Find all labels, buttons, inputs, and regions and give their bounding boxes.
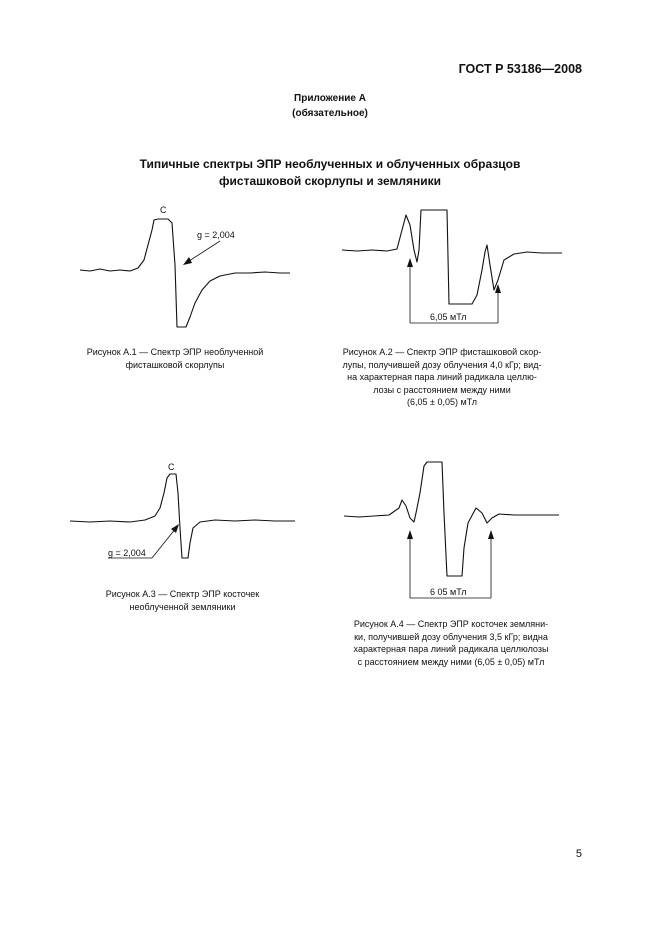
figure-a2-spectrum — [342, 200, 562, 340]
g-pointer-line — [186, 241, 220, 263]
page-number: 5 — [575, 848, 582, 860]
distance-label: 6,05 мТл — [430, 312, 467, 322]
marker-left-arrowhead — [407, 530, 413, 539]
label-g-factor: g = 2,004 — [197, 230, 235, 240]
label-c: C — [168, 462, 175, 472]
g-pointer-arrowhead — [183, 257, 192, 265]
standard-number: ГОСТ Р 53186—2008 — [458, 62, 582, 76]
appendix-status: (обязательное) — [292, 108, 368, 119]
epr-trace — [80, 219, 290, 327]
epr-trace — [344, 462, 559, 576]
g-pointer-diagonal — [152, 528, 176, 558]
caption-figure-a2: Рисунок А.2 — Спектр ЭПР фисташковой скор- лупы, получившей дозу облучения 4,0 кГр; вид- на характерная пара линий радикала целлю- лозы с расстоянием между ними (6,05 ± 0,05) мТл — [342, 347, 542, 408]
caption-figure-a1: Рисунок А.1 — Спектр ЭПР необлученной фисташковой скорлупы — [86, 347, 264, 370]
distance-label: 6 05 мТл — [430, 587, 467, 597]
section-title-line-2: фисташковой скорлупы и земляники — [219, 174, 441, 188]
figure-a1-spectrum — [80, 195, 290, 340]
g-pointer-arrowhead — [171, 524, 179, 533]
label-g-factor: g = 2,004 — [108, 548, 146, 558]
epr-trace — [70, 474, 295, 558]
marker-left-arrowhead — [407, 258, 413, 267]
section-title-line-1: Типичные спектры ЭПР необлученных и облученных образцов — [139, 157, 521, 171]
caption-figure-a4: Рисунок А.4 — Спектр ЭПР косточек земляни- ки, получившей дозу облучения 3,5 кГр; видна характерная пара линий радикала целлюлозы с расстоянием между ними (6,05 ± 0,05) мТл — [353, 619, 549, 667]
appendix-name: Приложение А — [294, 93, 366, 104]
caption-figure-a3: Рисунок А.3 — Спектр ЭПР косточек необлученной земляники — [105, 589, 260, 612]
epr-trace — [342, 210, 562, 304]
marker-right-arrowhead — [488, 530, 494, 539]
figure-a3-spectrum — [70, 458, 295, 578]
label-c: C — [160, 205, 167, 215]
figure-a4-spectrum — [344, 458, 559, 603]
